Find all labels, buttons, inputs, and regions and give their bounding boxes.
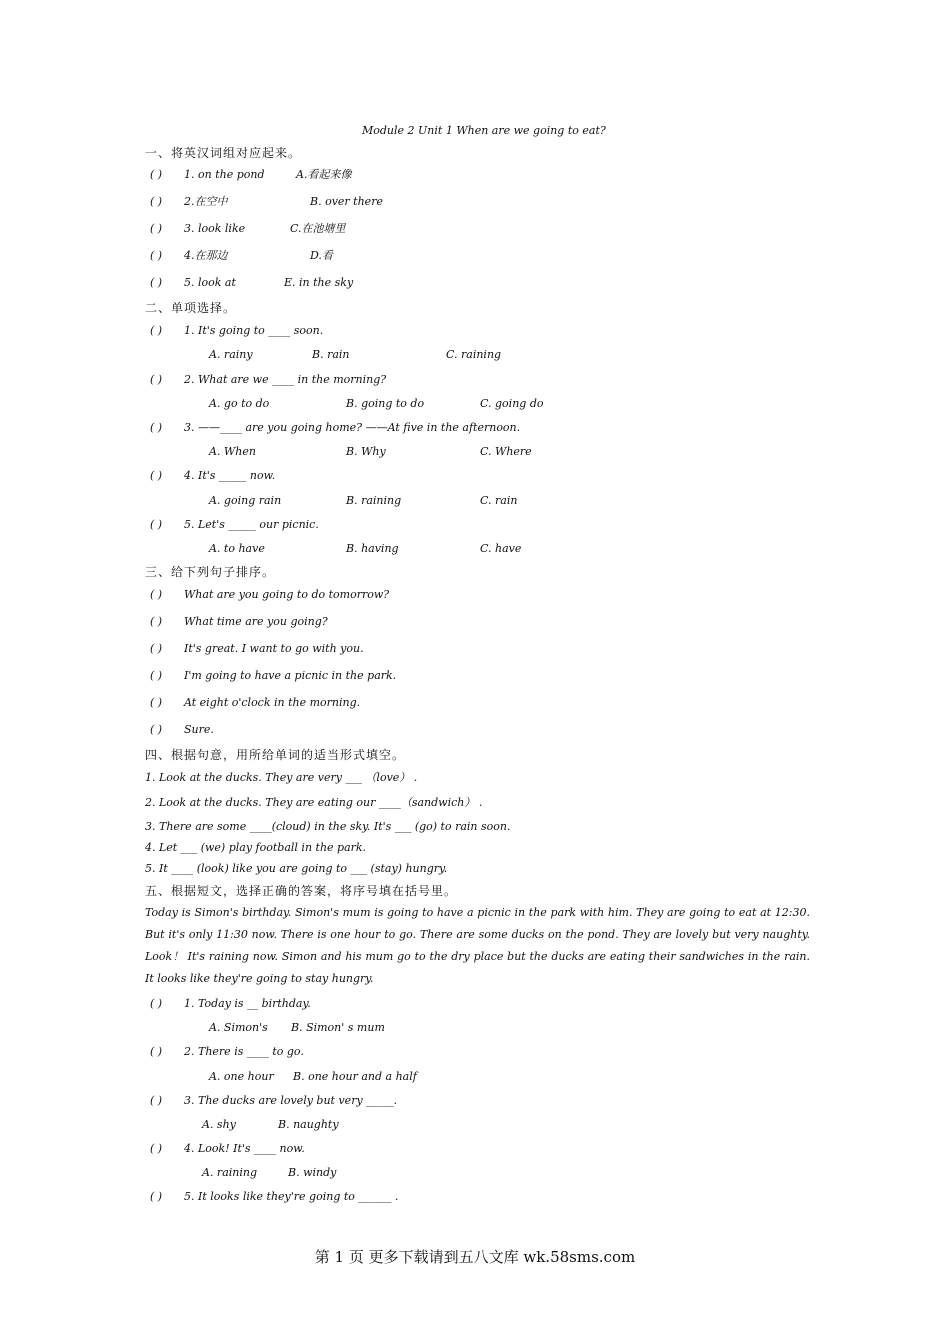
answer-paren[interactable]: ( ) xyxy=(150,518,163,531)
option-b: B. one hour and a half xyxy=(293,1070,417,1083)
answer-paren[interactable]: ( ) xyxy=(150,222,163,235)
choice-question xyxy=(150,421,520,435)
sentence-text: I'm going to have a picnic in the park. xyxy=(184,669,397,682)
option-a: A. go to do xyxy=(209,397,270,410)
page-footer: 第 1 页 更多下载请到五八文库 wk.58sms.com xyxy=(314,1248,636,1266)
option-b: B. windy xyxy=(288,1166,337,1179)
section-4-heading: 四、根据句意，用所给单词的适当形式填空。 xyxy=(145,748,406,762)
reading-passage: Today is Simon's birthday. Simon's mum is going to have a picnic in the park with him. They are going to eat at 12:30. But it's only 11:30 now. There is one hour to go. There are some ducks on the pond. They are lovely but very naughty. Look！ It's raining now. Simon and his mum go to the dry place but the ducks are eating their sandwiches in the rain. It looks like they're going to stay hungry. xyxy=(145,906,810,985)
answer-paren[interactable]: ( ) xyxy=(150,168,163,181)
question-text: 4. It's _____ now. xyxy=(184,469,276,482)
match-right: B. over there xyxy=(310,195,383,208)
order-item xyxy=(150,642,364,656)
reading-question xyxy=(150,997,311,1011)
answer-paren[interactable]: ( ) xyxy=(150,615,163,628)
option-c: C. raining xyxy=(446,348,502,361)
option-a: A. to have xyxy=(209,542,265,555)
answer-paren[interactable]: ( ) xyxy=(150,276,163,289)
question-text: 1. Today is __ birthday. xyxy=(184,997,311,1010)
option-a: A. going rain xyxy=(209,494,282,507)
question-text: 3. The ducks are lovely but very _____. xyxy=(184,1094,398,1107)
option-b: B. Simon' s mum xyxy=(291,1021,385,1034)
reading-question xyxy=(150,1190,398,1204)
match-right: C.在池塘里 xyxy=(290,222,346,235)
question-text: 1. It's going to ____ soon. xyxy=(184,324,324,337)
order-item xyxy=(150,669,396,683)
match-right: A.看起来像 xyxy=(296,168,352,181)
option-a: A. When xyxy=(209,445,256,458)
choice-question xyxy=(150,469,275,483)
option-a: A. raining xyxy=(202,1166,257,1179)
match-row xyxy=(150,195,228,209)
option-b: B. raining xyxy=(346,494,402,507)
question-text: 5. Let's _____ our picnic. xyxy=(184,518,319,531)
order-item xyxy=(150,588,389,602)
option-a: A. Simon's xyxy=(209,1021,268,1034)
match-row xyxy=(150,222,245,236)
question-text: 5. It looks like they're going to ______ . xyxy=(184,1190,399,1203)
option-b: B. rain xyxy=(312,348,350,361)
choice-question xyxy=(150,324,323,338)
sentence-text: It's great. I want to go with you. xyxy=(184,642,364,655)
option-c: C. rain xyxy=(480,494,518,507)
answer-paren[interactable]: ( ) xyxy=(150,373,163,386)
answer-paren[interactable]: ( ) xyxy=(150,696,163,709)
section-5-heading: 五、根据短文，选择正确的答案，将序号填在括号里。 xyxy=(145,884,458,898)
match-right: D.看 xyxy=(310,249,333,262)
sentence-text: Sure. xyxy=(184,723,214,736)
answer-paren[interactable]: ( ) xyxy=(150,642,163,655)
reading-question xyxy=(150,1094,397,1108)
sentence-text: At eight o'clock in the morning. xyxy=(184,696,361,709)
question-text: 4. Look! It's ____ now. xyxy=(184,1142,305,1155)
section-2-heading: 二、单项选择。 xyxy=(145,301,237,315)
match-row xyxy=(150,276,236,290)
match-row xyxy=(150,168,265,182)
match-left: 5. look at xyxy=(184,276,236,289)
choice-question xyxy=(150,373,386,387)
fill-item: 2. Look at the ducks. They are eating our ____（sandwich） . xyxy=(145,796,483,809)
match-left: 3. look like xyxy=(184,222,246,235)
reading-question xyxy=(150,1142,305,1156)
reading-question xyxy=(150,1045,304,1059)
section-3-heading: 三、给下列句子排序。 xyxy=(145,565,276,579)
match-right: E. in the sky xyxy=(284,276,354,289)
answer-paren[interactable]: ( ) xyxy=(150,469,163,482)
question-text: 3. ——____ are you going home? ——At five in the afternoon. xyxy=(184,421,521,434)
answer-paren[interactable]: ( ) xyxy=(150,1094,163,1107)
order-item xyxy=(150,696,360,710)
order-item xyxy=(150,615,328,629)
option-c: C. have xyxy=(480,542,522,555)
option-b: B. going to do xyxy=(346,397,425,410)
option-a: A. rainy xyxy=(209,348,253,361)
answer-paren[interactable]: ( ) xyxy=(150,723,163,736)
page-title: Module 2 Unit 1 When are we going to eat? xyxy=(362,124,606,137)
answer-paren[interactable]: ( ) xyxy=(150,997,163,1010)
order-item xyxy=(150,723,214,737)
option-a: A. one hour xyxy=(209,1070,274,1083)
answer-paren[interactable]: ( ) xyxy=(150,324,163,337)
fill-item: 5. It ____ (look) like you are going to ___ (stay) hungry. xyxy=(145,862,448,875)
fill-item: 3. There are some ____(cloud) in the sky. It's ___ (go) to rain soon. xyxy=(145,820,511,833)
question-text: 2. There is ____ to go. xyxy=(184,1045,304,1058)
sentence-text: What time are you going? xyxy=(184,615,328,628)
answer-paren[interactable]: ( ) xyxy=(150,249,163,262)
option-b: B. naughty xyxy=(278,1118,339,1131)
sentence-text: What are you going to do tomorrow? xyxy=(184,588,390,601)
answer-paren[interactable]: ( ) xyxy=(150,195,163,208)
question-text: 2. What are we ____ in the morning? xyxy=(184,373,387,386)
choice-question xyxy=(150,518,319,532)
answer-paren[interactable]: ( ) xyxy=(150,1142,163,1155)
option-c: C. Where xyxy=(480,445,532,458)
option-c: C. going do xyxy=(480,397,544,410)
fill-item: 4. Let ___ (we) play football in the park. xyxy=(145,841,367,854)
section-1-heading: 一、将英汉词组对应起来。 xyxy=(145,146,302,160)
fill-item: 1. Look at the ducks. They are very ___ （love） . xyxy=(145,771,418,784)
answer-paren[interactable]: ( ) xyxy=(150,1045,163,1058)
option-b: B. having xyxy=(346,542,399,555)
match-left: 2.在空中 xyxy=(184,195,228,208)
answer-paren[interactable]: ( ) xyxy=(150,421,163,434)
answer-paren[interactable]: ( ) xyxy=(150,588,163,601)
match-row xyxy=(150,249,228,263)
match-left: 4.在那边 xyxy=(184,249,228,262)
match-left: 1. on the pond xyxy=(184,168,265,181)
answer-paren[interactable]: ( ) xyxy=(150,669,163,682)
option-b: B. Why xyxy=(346,445,386,458)
option-a: A. shy xyxy=(202,1118,236,1131)
answer-paren[interactable]: ( ) xyxy=(150,1190,163,1203)
